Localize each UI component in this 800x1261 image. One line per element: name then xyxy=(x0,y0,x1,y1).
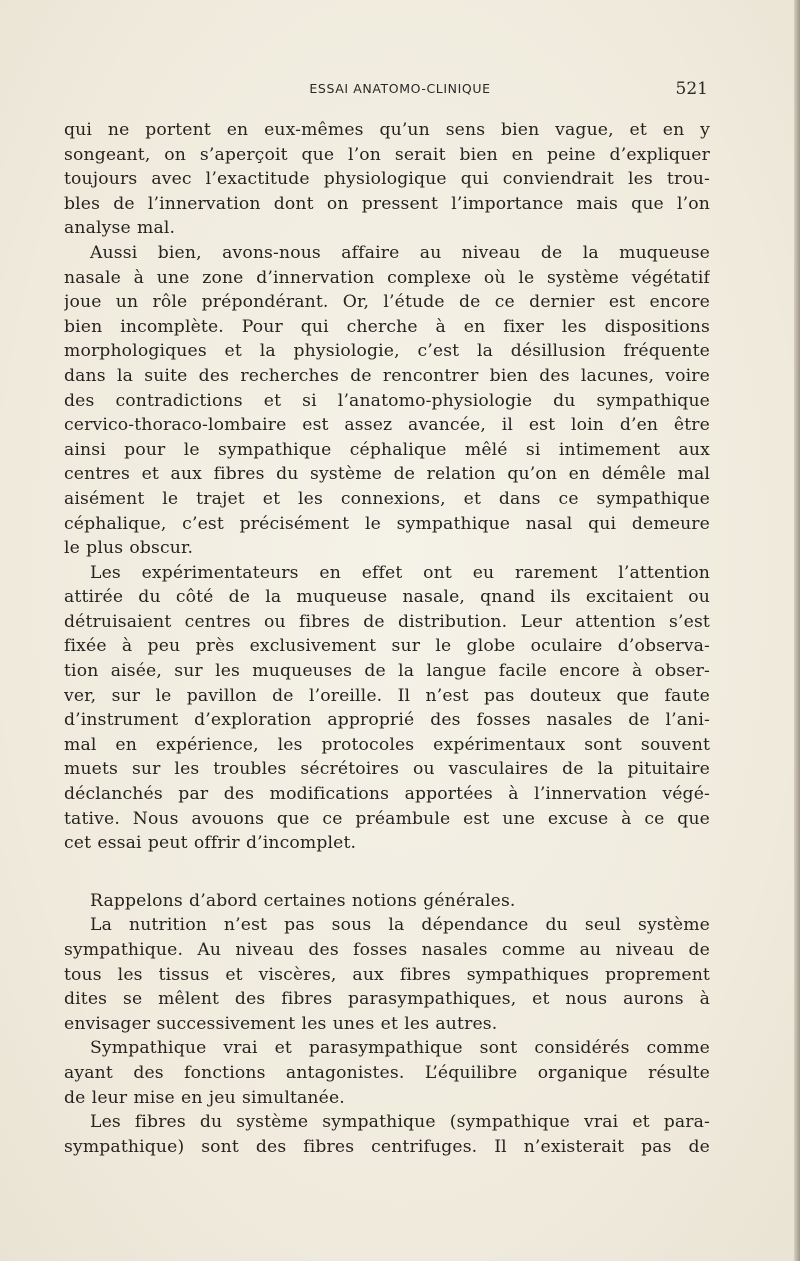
text-line: dites se mêlent des fibres parasympathiques, et nous aurons à xyxy=(64,989,710,1010)
text-line: des contradictions et si l’anatomo-physiologie du sympathique xyxy=(64,390,710,411)
text-line: attirée du côté de la muqueuse nasale, qnand ils excitaient ou xyxy=(64,587,710,608)
text-line: Les expérimentateurs en effet ont eu rarement l’attention xyxy=(90,562,710,583)
text-line: cet essai peut offrir d’incomplet. xyxy=(64,833,357,854)
page-number: 521 xyxy=(675,79,708,99)
text-line: nasale à une zone d’innervation complexe où le système végétatif xyxy=(64,267,710,288)
text-line: tative. Nous avouons que ce préambule est une excuse à ce que xyxy=(64,808,710,829)
paragraph-gap xyxy=(64,856,710,889)
text-line: analyse mal. xyxy=(64,218,176,239)
text-line: tion aisée, sur les muqueuses de la langue facile encore à obser- xyxy=(64,661,710,682)
text-line: Aussi bien, avons-nous affaire au niveau de la muqueuse xyxy=(90,242,710,263)
text-line: joue un rôle prépondérant. Or, l’étude de ce dernier est encore xyxy=(64,292,710,313)
text-line: déclanchés par des modifications apportées à l’innervation végé- xyxy=(64,784,710,805)
text-line: d’instrument d’exploration approprié des fosses nasales de l’ani- xyxy=(64,710,710,731)
text-line: muets sur les troubles sécrétoires ou vasculaires de la pituitaire xyxy=(64,759,710,780)
text-line: de leur mise en jeu simultanée. xyxy=(64,1087,345,1108)
text-line: ver, sur le pavillon de l’oreille. Il n’est pas douteux que faute xyxy=(64,685,710,706)
text-line: aisément le trajet et les connexions, et dans ce sympathique xyxy=(64,488,710,509)
text-line: dans la suite des recherches de rencontrer bien des lacunes, voire xyxy=(64,365,710,386)
text-line: sympathique. Au niveau des fosses nasales comme au niveau de xyxy=(64,940,710,960)
text-line: céphalique, c’est précisément le sympathique nasal qui demeure xyxy=(64,513,710,534)
text-line: songeant, on s’aperçoit que l’on serait bien en peine d’expliquer xyxy=(64,144,710,165)
body-text xyxy=(64,118,710,1159)
text-line: toujours avec l’exactitude physiologique qui conviendrait les trou- xyxy=(64,169,710,190)
text-line: ainsi pour le sympathique céphalique mêlé si intimement aux xyxy=(64,439,710,460)
running-header xyxy=(0,78,800,102)
text-line: cervico-thoraco-lombaire est assez avancée, il est loin d’en être xyxy=(64,415,710,436)
text-line: sympathique) sont des fibres centrifuges. Il n’existerait pas de xyxy=(64,1136,710,1157)
text-line: envisager successivement les unes et les autres. xyxy=(64,1013,498,1034)
running-title: ESSAI ANATOMO-CLINIQUE xyxy=(309,81,491,96)
text-line: fixée à peu près exclusivement sur le globe oculaire d’observa- xyxy=(64,636,710,657)
text-line: ayant des fonctions antagonistes. L’équilibre organique résulte xyxy=(64,1062,710,1083)
text-line: qui ne portent en eux-mêmes qu’un sens bien vague, et en y xyxy=(64,120,710,140)
page-edge-shadow xyxy=(794,0,800,1261)
text-line: détruisaient centres ou fibres de distribution. Leur attention s’est xyxy=(64,611,710,632)
text-line: Les fibres du système sympathique (sympathique vrai et para- xyxy=(90,1112,710,1133)
text-line: mal en expérience, les protocoles expérimentaux sont souvent xyxy=(64,734,710,755)
text-line: bien incomplète. Pour qui cherche à en fixer les dispositions xyxy=(64,316,710,337)
text-line: tous les tissus et viscères, aux fibres sympathiques proprement xyxy=(64,964,710,985)
text-line: morphologiques et la physiologie, c’est la désillusion fréquente xyxy=(64,341,710,362)
text-line: centres et aux fibres du système de relation qu’on en démêle mal xyxy=(64,464,710,485)
text-line: bles de l’innervation dont on pressent l’importance mais que l’on xyxy=(64,193,710,214)
text-line: le plus obscur. xyxy=(64,538,194,559)
text-line: Sympathique vrai et parasympathique sont considérés comme xyxy=(90,1038,710,1059)
text-line: La nutrition n’est pas sous la dépendance du seul système xyxy=(90,915,710,936)
text-line: Rappelons d’abord certaines notions générales. xyxy=(90,890,516,911)
